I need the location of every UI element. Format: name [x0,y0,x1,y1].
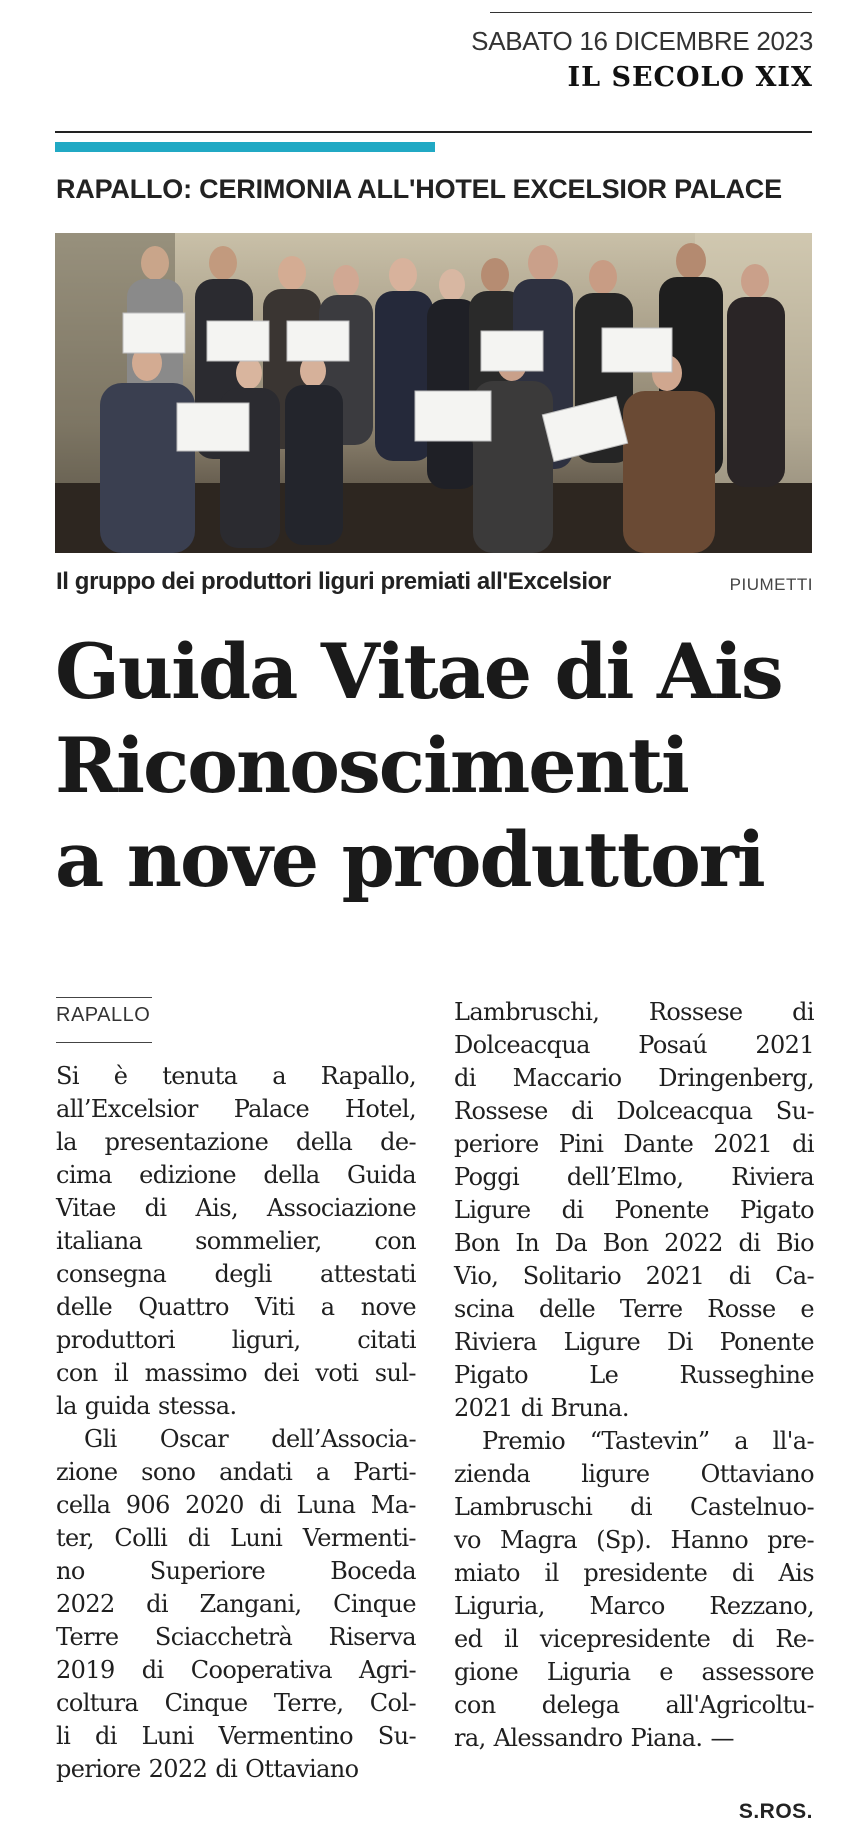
text-line: di Maccario Dringenberg, [454,1064,814,1092]
photo-caption: Il gruppo dei produttori liguri premiati all'Excelsior [56,568,611,595]
text-line: produttori liguri, citati [56,1326,416,1354]
headline-line-1: Guida Vitae di Ais [55,627,782,716]
text-line: Poggi dell’Elmo, Riviera [454,1163,814,1191]
text-line: Lambruschi, Rossese di [454,998,814,1026]
text-line: li di Luni Vermentino Su- [56,1722,416,1750]
accent-bar [55,142,435,152]
text-line: Dolceacqua Posaú 2021 [454,1031,814,1059]
text-line: Bon In Da Bon 2022 di Bio [454,1229,814,1257]
text-line: consegna degli attestati [56,1260,416,1288]
text-line: Gli Oscar dell’Associa- [84,1425,416,1453]
author-signature: S.ROS. [738,1800,813,1823]
text-line: miato il presidente di Ais [454,1559,814,1587]
headline-line-3: a nove produttori [55,815,764,904]
body-column-left [56,1060,416,1786]
text-line: Lambruschi di Castelnuo- [454,1493,814,1521]
newspaper-name: IL SECOLO XIX [567,62,813,93]
text-line: ra, Alessandro Piana. — [454,1724,734,1752]
dateline-rule-top [56,997,152,998]
text-line: scina delle Terre Rosse e [454,1295,814,1323]
text-line: Terre Sciacchetrà Riserva [56,1623,416,1651]
headline-line-2: Riconoscimenti [55,721,688,810]
text-line: cella 906 2020 di Luna Ma- [56,1491,416,1519]
photo-credit: PIUMETTI [729,575,813,594]
body-column-right [454,996,814,1755]
text-line: 2021 di Bruna. [454,1394,629,1422]
text-line: Riviera Ligure Di Ponente [454,1328,814,1356]
text-line: la guida stessa. [56,1392,237,1420]
text-line: Pigato Le Russeghine [454,1361,814,1389]
header-rule [55,131,812,133]
text-line: 2022 di Zangani, Cinque [56,1590,416,1618]
text-line: Premio “Tastevin” a ll'a- [482,1427,814,1455]
text-line: Vio, Solitario 2021 di Ca- [454,1262,814,1290]
text-line: vo Magra (Sp). Hanno pre- [454,1526,814,1554]
text-line: Vitae di Ais, Associazione [56,1194,416,1222]
text-line: coltura Cinque Terre, Col- [56,1689,416,1717]
text-line: Si è tenuta a Rapallo, [56,1062,416,1090]
text-line: zienda ligure Ottaviano [454,1460,814,1488]
text-line: periore Pini Dante 2021 di [454,1130,814,1158]
text-line: italiana sommelier, con [56,1227,416,1255]
text-line: ter, Colli di Luni Vermenti- [56,1524,416,1552]
text-line: con il massimo dei voti sul- [56,1359,416,1387]
group-photo [55,233,812,553]
text-line: zione sono andati a Parti- [56,1458,416,1486]
text-line: cima edizione della Guida [56,1161,416,1189]
text-line: la presentazione della de- [56,1128,416,1156]
text-line: delle Quattro Viti a nove [56,1293,416,1321]
text-line: periore 2022 di Ottaviano [56,1755,359,1783]
text-line: Rossese di Dolceacqua Su- [454,1097,814,1125]
top-rule [490,12,812,13]
text-line: Liguria, Marco Rezzano, [454,1592,814,1620]
text-line: ed il vicepresidente di Re- [454,1625,814,1653]
dateline-rule-bottom [56,1042,152,1043]
text-line: gione Liguria e assessore [454,1658,814,1686]
text-line: Ligure di Ponente Pigato [454,1196,814,1224]
text-line: no Superiore Boceda [56,1557,416,1585]
kicker: RAPALLO: CERIMONIA ALL'HOTEL EXCELSIOR PALACE [56,174,782,204]
publication-date: SABATO 16 DICEMBRE 2023 [471,26,813,56]
dateline: RAPALLO [56,1004,151,1026]
text-line: 2019 di Cooperativa Agri- [56,1656,416,1684]
text-line: con delega all'Agricoltu- [454,1691,814,1719]
text-line: all’Excelsior Palace Hotel, [56,1095,416,1123]
headline [55,625,835,907]
